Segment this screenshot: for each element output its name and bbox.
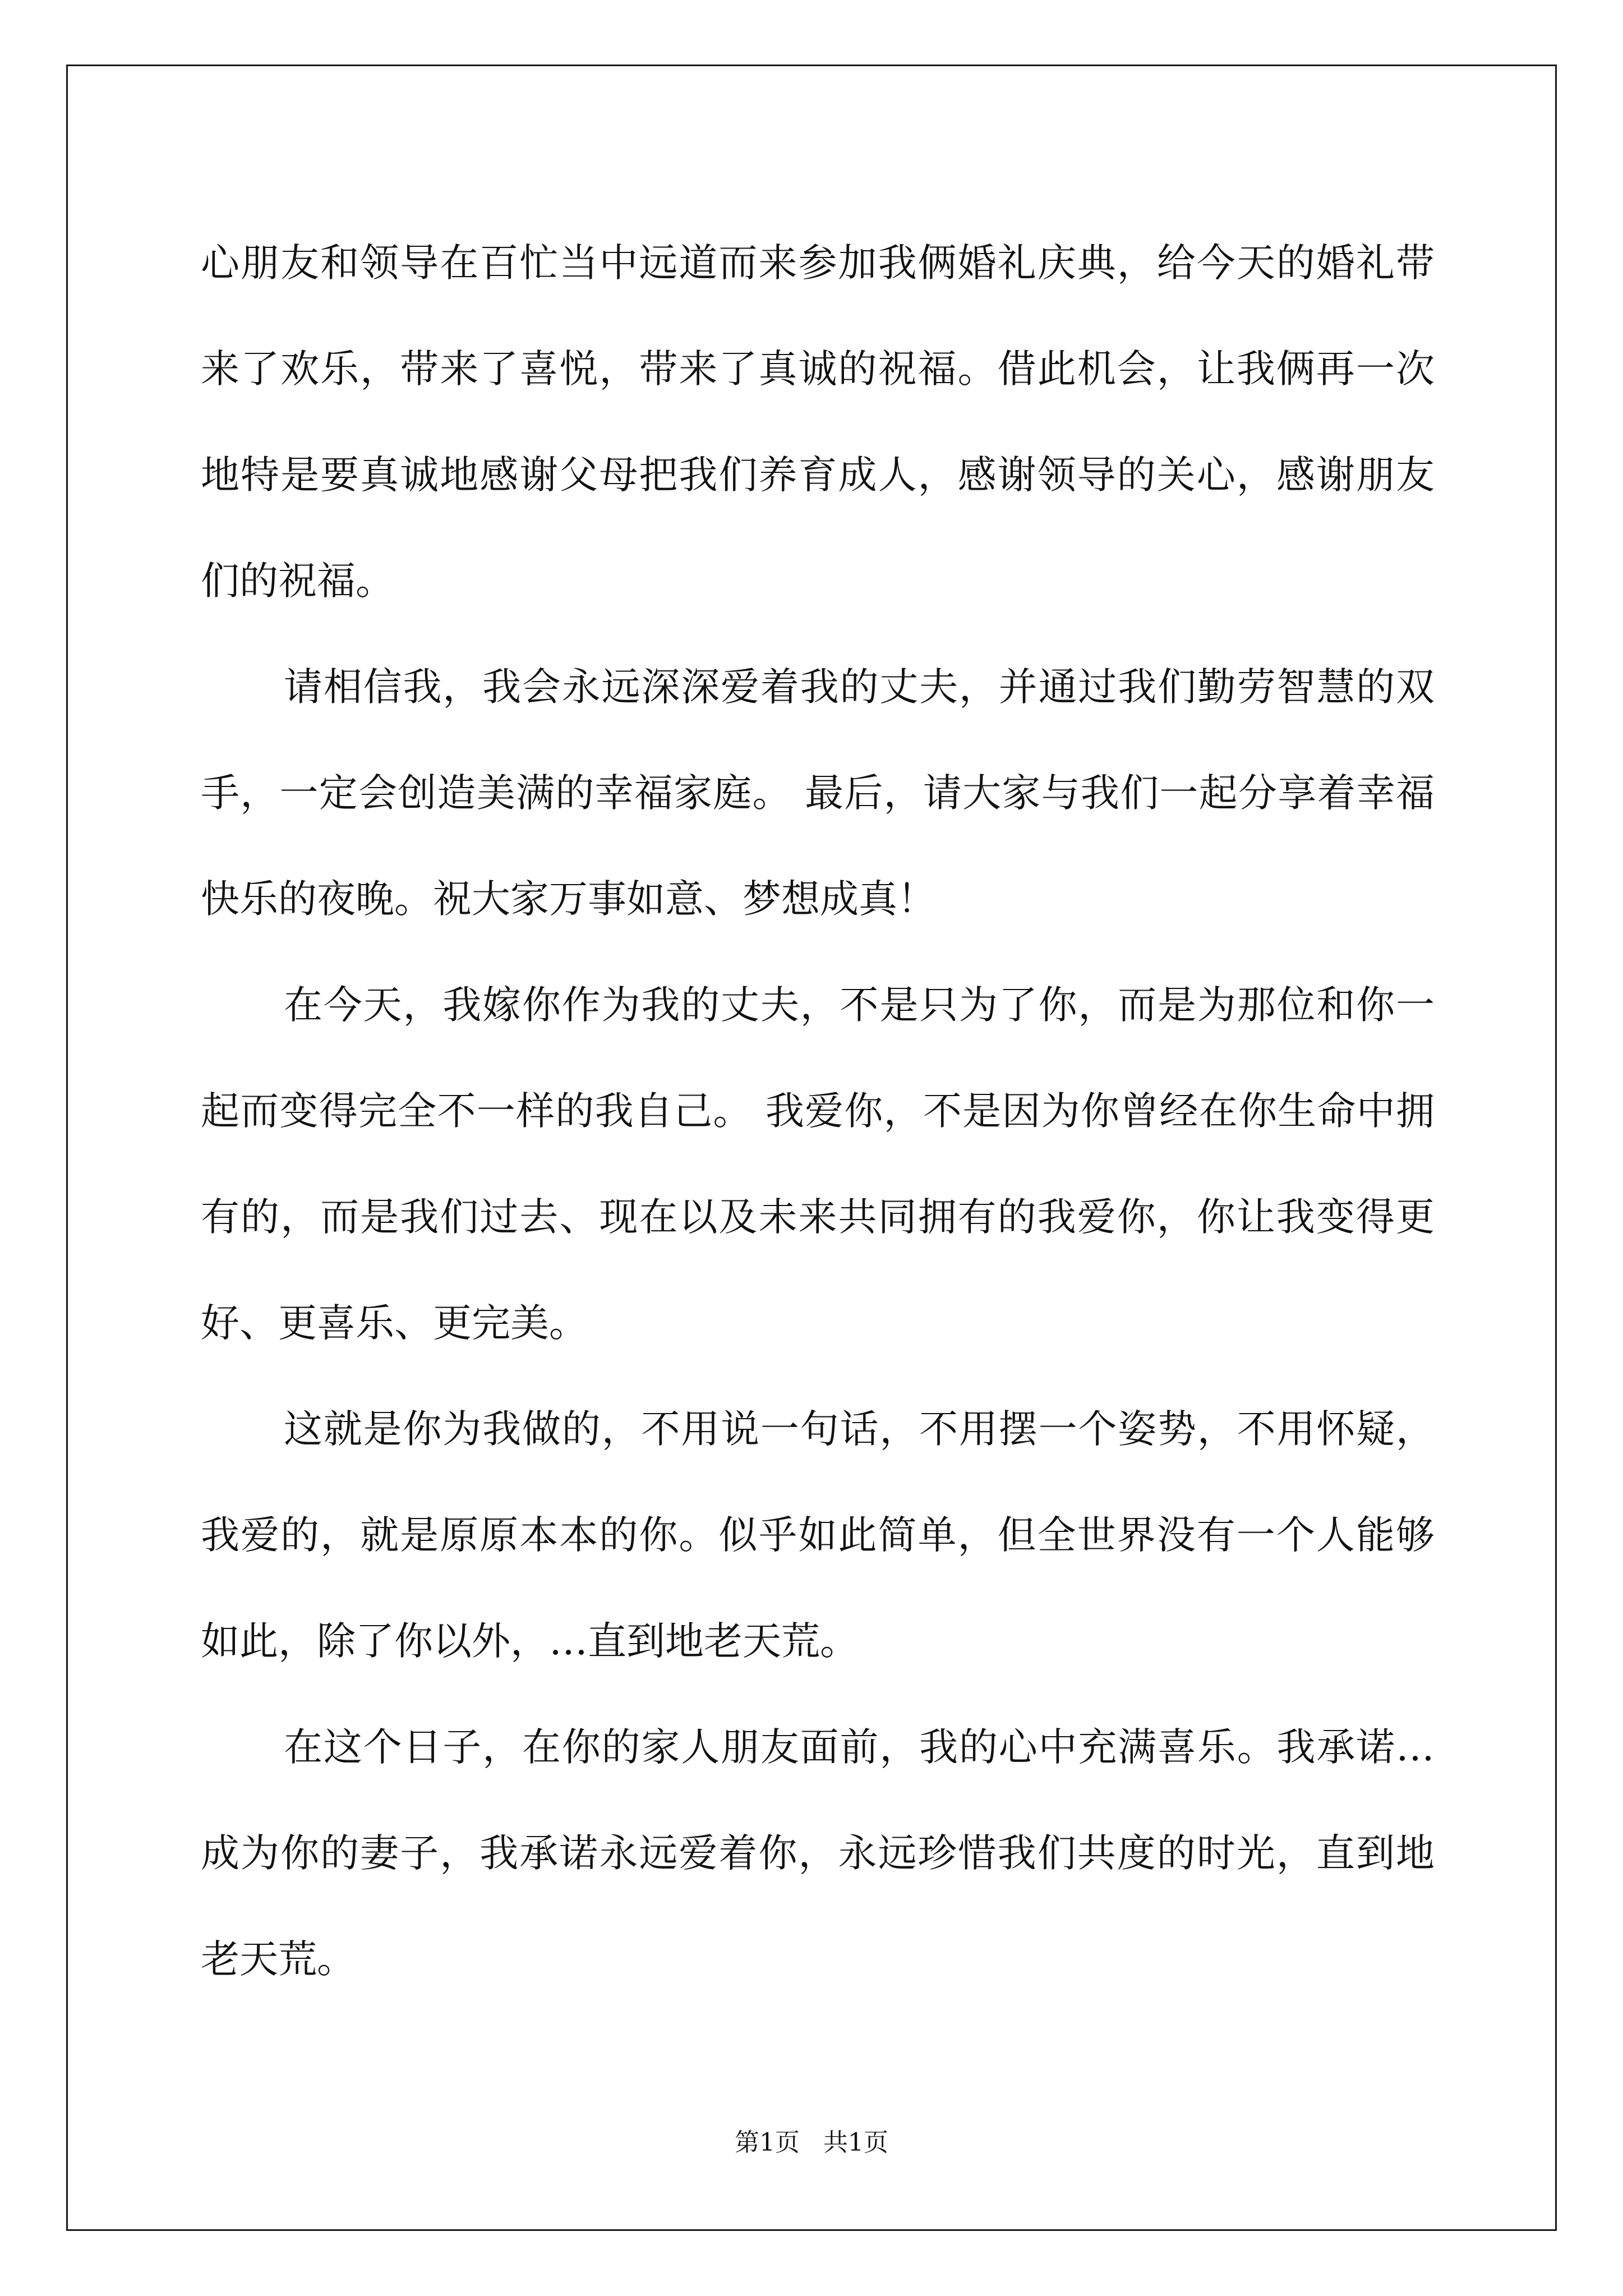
paragraph-3: 在今天，我嫁你作为我的丈夫，不是只为了你，而是为那位和你一起而变得完全不一样的我自己。 我爱你，不是因为你曾经在你生命中拥有的，而是我们过去、现在以及未来共同拥有的我爱你，你让我变得更好、更喜乐、更完美。 xyxy=(201,983,1435,1346)
page-number: 第1页 共1页 xyxy=(735,2128,888,2157)
document-body xyxy=(201,210,1435,2013)
page-footer xyxy=(0,2122,1623,2158)
paragraph-4: 这就是你为我做的，不用说一句话，不用摆一个姿势，不用怀疑，我爱的，就是原原本本的你。似乎如此简单，但全世界没有一个人能够如此，除了你以外，…直到地老天荒。 xyxy=(201,1407,1435,1664)
paragraph-1: 心朋友和领导在百忙当中远道而来参加我俩婚礼庆典，给今天的婚礼带来了欢乐，带来了喜悦，带来了真诚的祝福。借此机会，让我俩再一次地特是要真诚地感谢父母把我们养育成人，感谢领导的关心，感谢朋友们的祝福。 xyxy=(201,241,1435,604)
paragraph-5: 在这个日子，在你的家人朋友面前，我的心中充满喜乐。我承诺…成为你的妻子，我承诺永远爱着你，永远珍惜我们共度的时光，直到地老天荒。 xyxy=(201,1725,1435,1982)
paragraph-2: 请相信我，我会永远深深爱着我的丈夫，并通过我们勤劳智慧的双手，一定会创造美满的幸福家庭。 最后，请大家与我们一起分享着幸福快乐的夜晚。祝大家万事如意、梦想成真！ xyxy=(201,665,1435,922)
